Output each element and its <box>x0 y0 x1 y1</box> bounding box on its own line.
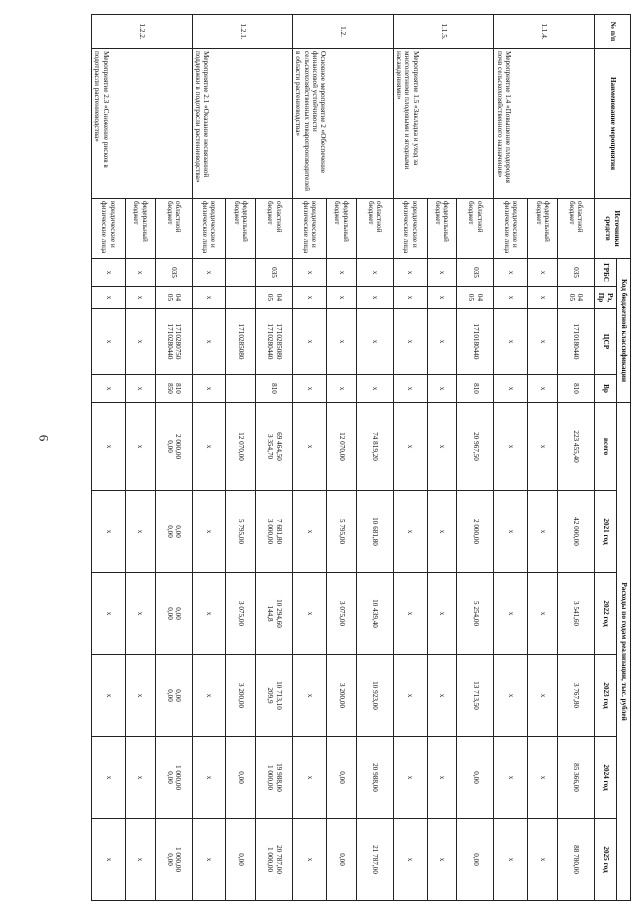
funding-source: федеральный бюджет <box>125 199 155 259</box>
vr-cell-line-2: 850 <box>165 383 174 394</box>
year-cell-2025: x <box>192 819 226 901</box>
year-cell-2025 <box>155 819 192 901</box>
year-cell-2021-line-1: 0,00 <box>173 525 182 538</box>
rzpr-cell: x <box>393 287 427 309</box>
year-cell-2024-line-2: 0,00 <box>165 771 174 784</box>
year-cell-2025: x <box>125 819 155 901</box>
year-cell-2024: x <box>528 737 558 819</box>
year-cell-2024: x <box>393 737 427 819</box>
year-cell-2022: x <box>92 573 126 655</box>
year-cell-2024: x <box>192 737 226 819</box>
year-cell-2022: 3 075,00 <box>327 573 357 655</box>
year-cell-2021: 42 000,00 <box>558 491 595 573</box>
total-cell-line-2: 0,00 <box>165 440 174 453</box>
total-cell: x <box>192 403 226 491</box>
csr-cell: x <box>494 309 528 375</box>
rzpr-cell-line-2: 05 <box>568 293 577 302</box>
year-cell-2022: 3 075,00 <box>226 573 256 655</box>
year-cell-2023-line-2: 0,00 <box>165 689 174 702</box>
measure-name: Мероприятие 1.5 «Закладка и уход за многолетними плодовыми и ягодными насаждениями» <box>393 49 494 199</box>
year-cell-2023: 10 923,00 <box>356 655 393 737</box>
year-cell-2025: 88 780,00 <box>558 819 595 901</box>
funding-source: областной бюджет <box>155 199 192 259</box>
year-cell-2023 <box>155 655 192 737</box>
year-cell-2022-line-1: 10 294,60 <box>274 599 283 628</box>
funding-source: юридические и физические лица <box>92 199 126 259</box>
year-cell-2025-line-1: 20 787,00 <box>274 845 283 874</box>
year-cell-2022: x <box>293 573 327 655</box>
year-cell-2023 <box>256 655 293 737</box>
year-cell-2023: x <box>192 655 226 737</box>
table-body <box>92 15 595 901</box>
grbs-cell: x <box>427 259 457 287</box>
header-year-2025: 2025 год <box>595 819 617 901</box>
rzpr-cell <box>256 287 293 309</box>
year-cell-2025: 0,00 <box>226 819 256 901</box>
rzpr-cell: x <box>327 287 357 309</box>
rzpr-cell-line-1: 04 <box>576 293 585 302</box>
budget-table-rotated <box>91 14 631 900</box>
year-cell-2023: 3 200,00 <box>327 655 357 737</box>
year-cell-2021: x <box>528 491 558 573</box>
funding-source: областной бюджет <box>457 199 494 259</box>
header-rzpr: Рз, Пр <box>595 287 617 309</box>
grbs-cell: x <box>393 259 427 287</box>
total-cell: x <box>92 403 126 491</box>
header-name: Наименование мероприятия <box>595 49 631 199</box>
year-cell-2023: x <box>528 655 558 737</box>
grbs-cell: 035 <box>558 259 595 287</box>
rzpr-cell-line-2: 05 <box>266 293 275 302</box>
csr-cell <box>256 309 293 375</box>
rzpr-cell <box>226 287 256 309</box>
year-cell-2021-line-2: 3 000,00 <box>266 518 275 545</box>
rzpr-cell-line-1: 04 <box>173 293 182 302</box>
rzpr-cell: x <box>494 287 528 309</box>
year-cell-2021: 10 681,80 <box>356 491 393 573</box>
year-cell-2024: 0,00 <box>327 737 357 819</box>
vr-cell: x <box>356 375 393 403</box>
year-cell-2023: x <box>393 655 427 737</box>
total-cell: 223 455,40 <box>558 403 595 491</box>
csr-cell <box>155 309 192 375</box>
rzpr-cell: x <box>427 287 457 309</box>
year-cell-2022: x <box>427 573 457 655</box>
header-csr: ЦСР <box>595 309 617 375</box>
header-total: всего <box>595 403 617 491</box>
csr-cell-line-2: 1710280440 <box>165 323 174 360</box>
year-cell-2024: x <box>427 737 457 819</box>
year-cell-2023: 13 713,50 <box>457 655 494 737</box>
year-cell-2021: x <box>494 491 528 573</box>
funding-source: федеральный бюджет <box>528 199 558 259</box>
year-cell-2022: x <box>192 573 226 655</box>
csr-cell-line-2: 1710280440 <box>266 323 275 360</box>
total-cell: x <box>528 403 558 491</box>
year-cell-2022: x <box>393 573 427 655</box>
year-cell-2023-line-1: 0,00 <box>173 689 182 702</box>
rzpr-cell: x <box>192 287 226 309</box>
year-cell-2025: x <box>293 819 327 901</box>
year-cell-2022: x <box>125 573 155 655</box>
year-cell-2025: x <box>393 819 427 901</box>
rzpr-cell: x <box>92 287 126 309</box>
rzpr-cell-line-1: 04 <box>475 293 484 302</box>
year-cell-2025: x <box>494 819 528 901</box>
csr-cell: 1710285080 <box>226 309 256 375</box>
budget-table <box>91 14 631 901</box>
rzpr-cell <box>457 287 494 309</box>
csr-cell: x <box>92 309 126 375</box>
total-cell-line-1: 69 464,50 <box>274 432 283 461</box>
funding-source: юридические и физические лица <box>393 199 427 259</box>
vr-cell <box>155 375 192 403</box>
total-cell: 12 070,00 <box>327 403 357 491</box>
header-num: № п/п <box>595 15 631 49</box>
total-cell: 20 967,50 <box>457 403 494 491</box>
csr-cell: x <box>528 309 558 375</box>
total-cell: x <box>494 403 528 491</box>
header-vr: Вр <box>595 375 617 403</box>
total-cell <box>155 403 192 491</box>
total-cell: x <box>125 403 155 491</box>
year-cell-2025: 0,00 <box>327 819 357 901</box>
year-cell-2023: 3 767,80 <box>558 655 595 737</box>
year-cell-2021: 5 795,00 <box>226 491 256 573</box>
vr-cell: x <box>92 375 126 403</box>
vr-cell: 810 <box>558 375 595 403</box>
year-cell-2023: x <box>494 655 528 737</box>
grbs-cell: 035 <box>457 259 494 287</box>
year-cell-2023-line-1: 10 713,10 <box>274 681 283 710</box>
year-cell-2023: 3 200,00 <box>226 655 256 737</box>
vr-cell: 810 <box>457 375 494 403</box>
table-row <box>457 15 494 901</box>
vr-cell: x <box>494 375 528 403</box>
csr-cell-line-1: 1710280750 <box>173 323 182 360</box>
year-cell-2021 <box>155 491 192 573</box>
vr-cell: 810 <box>256 375 293 403</box>
grbs-cell: x <box>192 259 226 287</box>
csr-cell: x <box>393 309 427 375</box>
funding-source: юридические и физические лица <box>293 199 327 259</box>
year-cell-2023: x <box>427 655 457 737</box>
vr-cell: x <box>125 375 155 403</box>
vr-cell: x <box>327 375 357 403</box>
year-cell-2023-line-2: 209,9 <box>266 687 275 704</box>
vr-cell: x <box>393 375 427 403</box>
year-cell-2022: x <box>494 573 528 655</box>
year-cell-2024: 0,00 <box>457 737 494 819</box>
year-cell-2024-line-2: 1 000,00 <box>266 764 275 791</box>
year-cell-2021 <box>256 491 293 573</box>
vr-cell-line-1: 810 <box>173 383 182 394</box>
funding-source: федеральный бюджет <box>427 199 457 259</box>
year-cell-2025: 21 787,00 <box>356 819 393 901</box>
rzpr-cell: x <box>528 287 558 309</box>
year-cell-2021: x <box>427 491 457 573</box>
measure-name: Мероприятие 2.3 «Снижение рисков в подотрасли растениеводства» <box>92 49 193 199</box>
grbs-cell: x <box>528 259 558 287</box>
row-number: 1.1.5. <box>393 15 494 49</box>
vr-cell <box>226 375 256 403</box>
total-cell-line-1: 2 000,00 <box>173 433 182 460</box>
year-cell-2022: 10 439,40 <box>356 573 393 655</box>
funding-source: областной бюджет <box>558 199 595 259</box>
total-cell: x <box>393 403 427 491</box>
year-cell-2024 <box>256 737 293 819</box>
funding-source: юридические и физические лица <box>494 199 528 259</box>
year-cell-2021: x <box>393 491 427 573</box>
vr-cell: x <box>427 375 457 403</box>
page-number: 6 <box>36 434 52 442</box>
table-row <box>256 15 293 901</box>
year-cell-2025-line-2: 1 000,00 <box>266 846 275 873</box>
measure-name: Мероприятие 1.4 «Повышение плодородия почв сельскохозяйственного назначения» <box>494 49 595 199</box>
year-cell-2024: 20 988,00 <box>356 737 393 819</box>
year-cell-2025: 0,00 <box>457 819 494 901</box>
grbs-cell: 035 <box>155 259 192 287</box>
grbs-cell: x <box>293 259 327 287</box>
csr-cell: x <box>356 309 393 375</box>
year-cell-2022: 3 541,60 <box>558 573 595 655</box>
total-cell: x <box>427 403 457 491</box>
year-cell-2025 <box>256 819 293 901</box>
year-cell-2024: x <box>494 737 528 819</box>
year-cell-2021: x <box>192 491 226 573</box>
year-cell-2021: 2 000,00 <box>457 491 494 573</box>
grbs-cell: x <box>356 259 393 287</box>
table-row <box>356 15 393 901</box>
year-cell-2021-line-1: 7 681,80 <box>274 518 283 545</box>
year-cell-2025-line-2: 0,00 <box>165 853 174 866</box>
year-cell-2022 <box>256 573 293 655</box>
grbs-cell: x <box>327 259 357 287</box>
rzpr-cell: x <box>293 287 327 309</box>
year-cell-2024: 85 366,00 <box>558 737 595 819</box>
csr-cell: 1710180440 <box>457 309 494 375</box>
csr-cell: x <box>125 309 155 375</box>
rzpr-cell-line-2: 05 <box>165 293 174 302</box>
year-cell-2024: x <box>92 737 126 819</box>
rzpr-cell-line-1: 04 <box>274 293 283 302</box>
header-year-2022: 2022 год <box>595 573 617 655</box>
row-number: 1.2.2. <box>92 15 193 49</box>
grbs-cell <box>226 259 256 287</box>
year-cell-2023: x <box>125 655 155 737</box>
grbs-cell: x <box>92 259 126 287</box>
year-cell-2021-line-2: 0,00 <box>165 525 174 538</box>
year-cell-2021: 5 795,00 <box>327 491 357 573</box>
funding-source: областной бюджет <box>356 199 393 259</box>
rzpr-cell <box>155 287 192 309</box>
header-year-2023: 2023 год <box>595 655 617 737</box>
year-cell-2023: x <box>92 655 126 737</box>
grbs-cell: x <box>125 259 155 287</box>
table-row <box>155 15 192 901</box>
rzpr-cell <box>558 287 595 309</box>
row-number: 1.2.1. <box>192 15 293 49</box>
csr-cell: x <box>192 309 226 375</box>
funding-source: федеральный бюджет <box>327 199 357 259</box>
year-cell-2025-line-1: 1 000,00 <box>173 846 182 873</box>
measure-name: Мероприятие 2.1 «Оказание несвязанной поддержки в подотрасли растениеводства» <box>192 49 293 199</box>
year-cell-2021: x <box>293 491 327 573</box>
funding-source: областной бюджет <box>256 199 293 259</box>
year-cell-2021: x <box>92 491 126 573</box>
csr-cell: x <box>327 309 357 375</box>
year-cell-2024-line-1: 19 988,00 <box>274 763 283 792</box>
year-cell-2024: x <box>125 737 155 819</box>
total-cell <box>256 403 293 491</box>
year-cell-2024: 0,00 <box>226 737 256 819</box>
header-code-group: Код бюджетной классификации <box>617 259 631 403</box>
total-cell: 74 819,20 <box>356 403 393 491</box>
header-grbs: ГРБС <box>595 259 617 287</box>
header-year-2021: 2021 год <box>595 491 617 573</box>
measure-name: Основное мероприятие 2 «Обеспечение финансовой устойчивости сельскохозяйственных товаропроизводителей в области растениеводства» <box>293 49 394 199</box>
csr-cell: x <box>293 309 327 375</box>
header-source: Источники средств <box>595 199 631 259</box>
funding-source: юридические и физические лица <box>192 199 226 259</box>
header-expenses-group: Расходы по годам реализации, тыс. рублей <box>617 403 631 901</box>
row-number: 1.2. <box>293 15 394 49</box>
year-cell-2022: 5 254,00 <box>457 573 494 655</box>
total-cell: x <box>293 403 327 491</box>
vr-cell: x <box>293 375 327 403</box>
table-row <box>558 15 595 901</box>
row-number: 1.1.4. <box>494 15 595 49</box>
year-cell-2025: x <box>92 819 126 901</box>
year-cell-2022 <box>155 573 192 655</box>
year-cell-2024-line-1: 1 000,00 <box>173 764 182 791</box>
year-cell-2022-line-1: 0,00 <box>173 607 182 620</box>
grbs-cell: x <box>494 259 528 287</box>
year-cell-2023: x <box>293 655 327 737</box>
csr-cell: x <box>427 309 457 375</box>
year-cell-2024: x <box>293 737 327 819</box>
year-cell-2021: x <box>125 491 155 573</box>
year-cell-2022-line-2: 144,8 <box>266 605 275 622</box>
year-cell-2022: x <box>528 573 558 655</box>
rzpr-cell: x <box>356 287 393 309</box>
total-cell: 12 070,00 <box>226 403 256 491</box>
year-cell-2024 <box>155 737 192 819</box>
rzpr-cell: x <box>125 287 155 309</box>
funding-source: федеральный бюджет <box>226 199 256 259</box>
header-year-2024: 2024 год <box>595 737 617 819</box>
csr-cell: 1710180440 <box>558 309 595 375</box>
csr-cell-line-1: 1710285080 <box>274 323 283 360</box>
vr-cell: x <box>192 375 226 403</box>
year-cell-2025: x <box>427 819 457 901</box>
vr-cell: x <box>528 375 558 403</box>
year-cell-2022-line-2: 0,00 <box>165 607 174 620</box>
grbs-cell: 035 <box>256 259 293 287</box>
year-cell-2025: x <box>528 819 558 901</box>
rzpr-cell-line-2: 05 <box>467 293 476 302</box>
total-cell-line-2: 3 354,70 <box>266 433 275 460</box>
